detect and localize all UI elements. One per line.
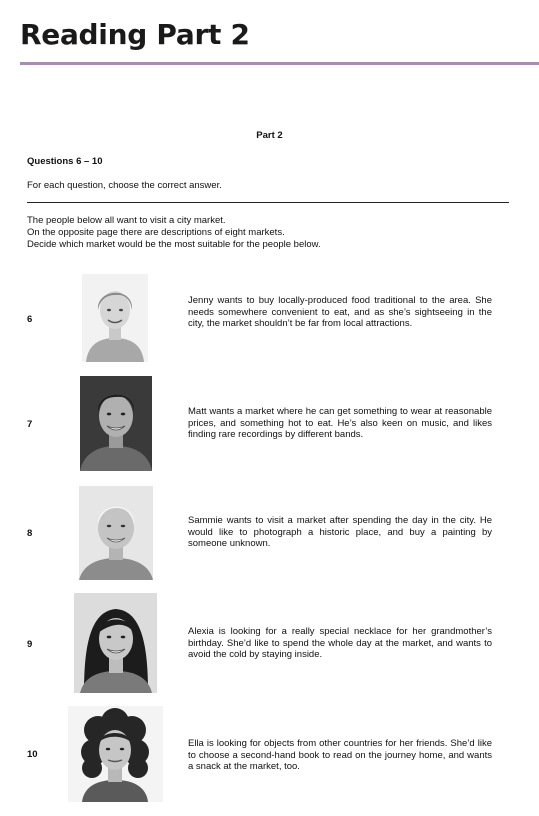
person-photo-sammie bbox=[79, 486, 153, 580]
section-divider bbox=[27, 202, 509, 203]
question-number: 7 bbox=[27, 419, 33, 430]
older-man-photo bbox=[79, 486, 153, 580]
question-number: 6 bbox=[27, 314, 33, 325]
smiling-man-photo bbox=[80, 376, 152, 471]
intro-text bbox=[27, 215, 321, 251]
person-photo-alexia bbox=[74, 593, 157, 693]
woman-curly-hair-photo bbox=[68, 706, 163, 802]
intro-line: The people below all want to visit a city market. bbox=[27, 215, 226, 226]
person-photo-ella bbox=[68, 706, 163, 802]
question-number: 8 bbox=[27, 528, 33, 539]
question-description: Jenny wants to buy locally-produced food traditional to the area. She needs somewhere convenient to eat, and as she’s sightseeing in the city, the market shouldn’t be far from local attractions. bbox=[188, 295, 492, 329]
question-number: 9 bbox=[27, 639, 33, 650]
question-number: 10 bbox=[27, 749, 38, 760]
question-description: Ella is looking for objects from other countries for her friends. She’d like to choose a second-hand book to read on the journey home, and wants a snack at the market, too. bbox=[188, 738, 492, 772]
person-photo-matt bbox=[80, 376, 152, 471]
questions-label: Questions 6 – 10 bbox=[27, 156, 103, 167]
title-underline bbox=[20, 62, 539, 65]
woman-short-hair-photo bbox=[82, 274, 148, 362]
question-description: Sammie wants to visit a market after spending the day in the city. He would like to photograph a historic place, and buy a painting by someone unknown. bbox=[188, 515, 492, 549]
young-woman-photo bbox=[74, 593, 157, 693]
page-title: Reading Part 2 bbox=[20, 18, 250, 51]
intro-line: Decide which market would be the most suitable for the people below. bbox=[27, 239, 321, 250]
part-heading: Part 2 bbox=[256, 130, 283, 141]
question-description: Alexia is looking for a really special necklace for her grandmother’s birthday. She’d like to spend the whole day at the market, and wants to avoid the cold by staying inside. bbox=[188, 626, 492, 660]
question-description: Matt wants a market where he can get something to wear at reasonable prices, and something hot to eat. He’s also keen on music, and likes finding rare recordings by different bands. bbox=[188, 406, 492, 440]
instruction-text: For each question, choose the correct answer. bbox=[27, 180, 222, 191]
intro-line: On the opposite page there are descriptions of eight markets. bbox=[27, 227, 285, 238]
person-photo-jenny bbox=[82, 274, 148, 362]
